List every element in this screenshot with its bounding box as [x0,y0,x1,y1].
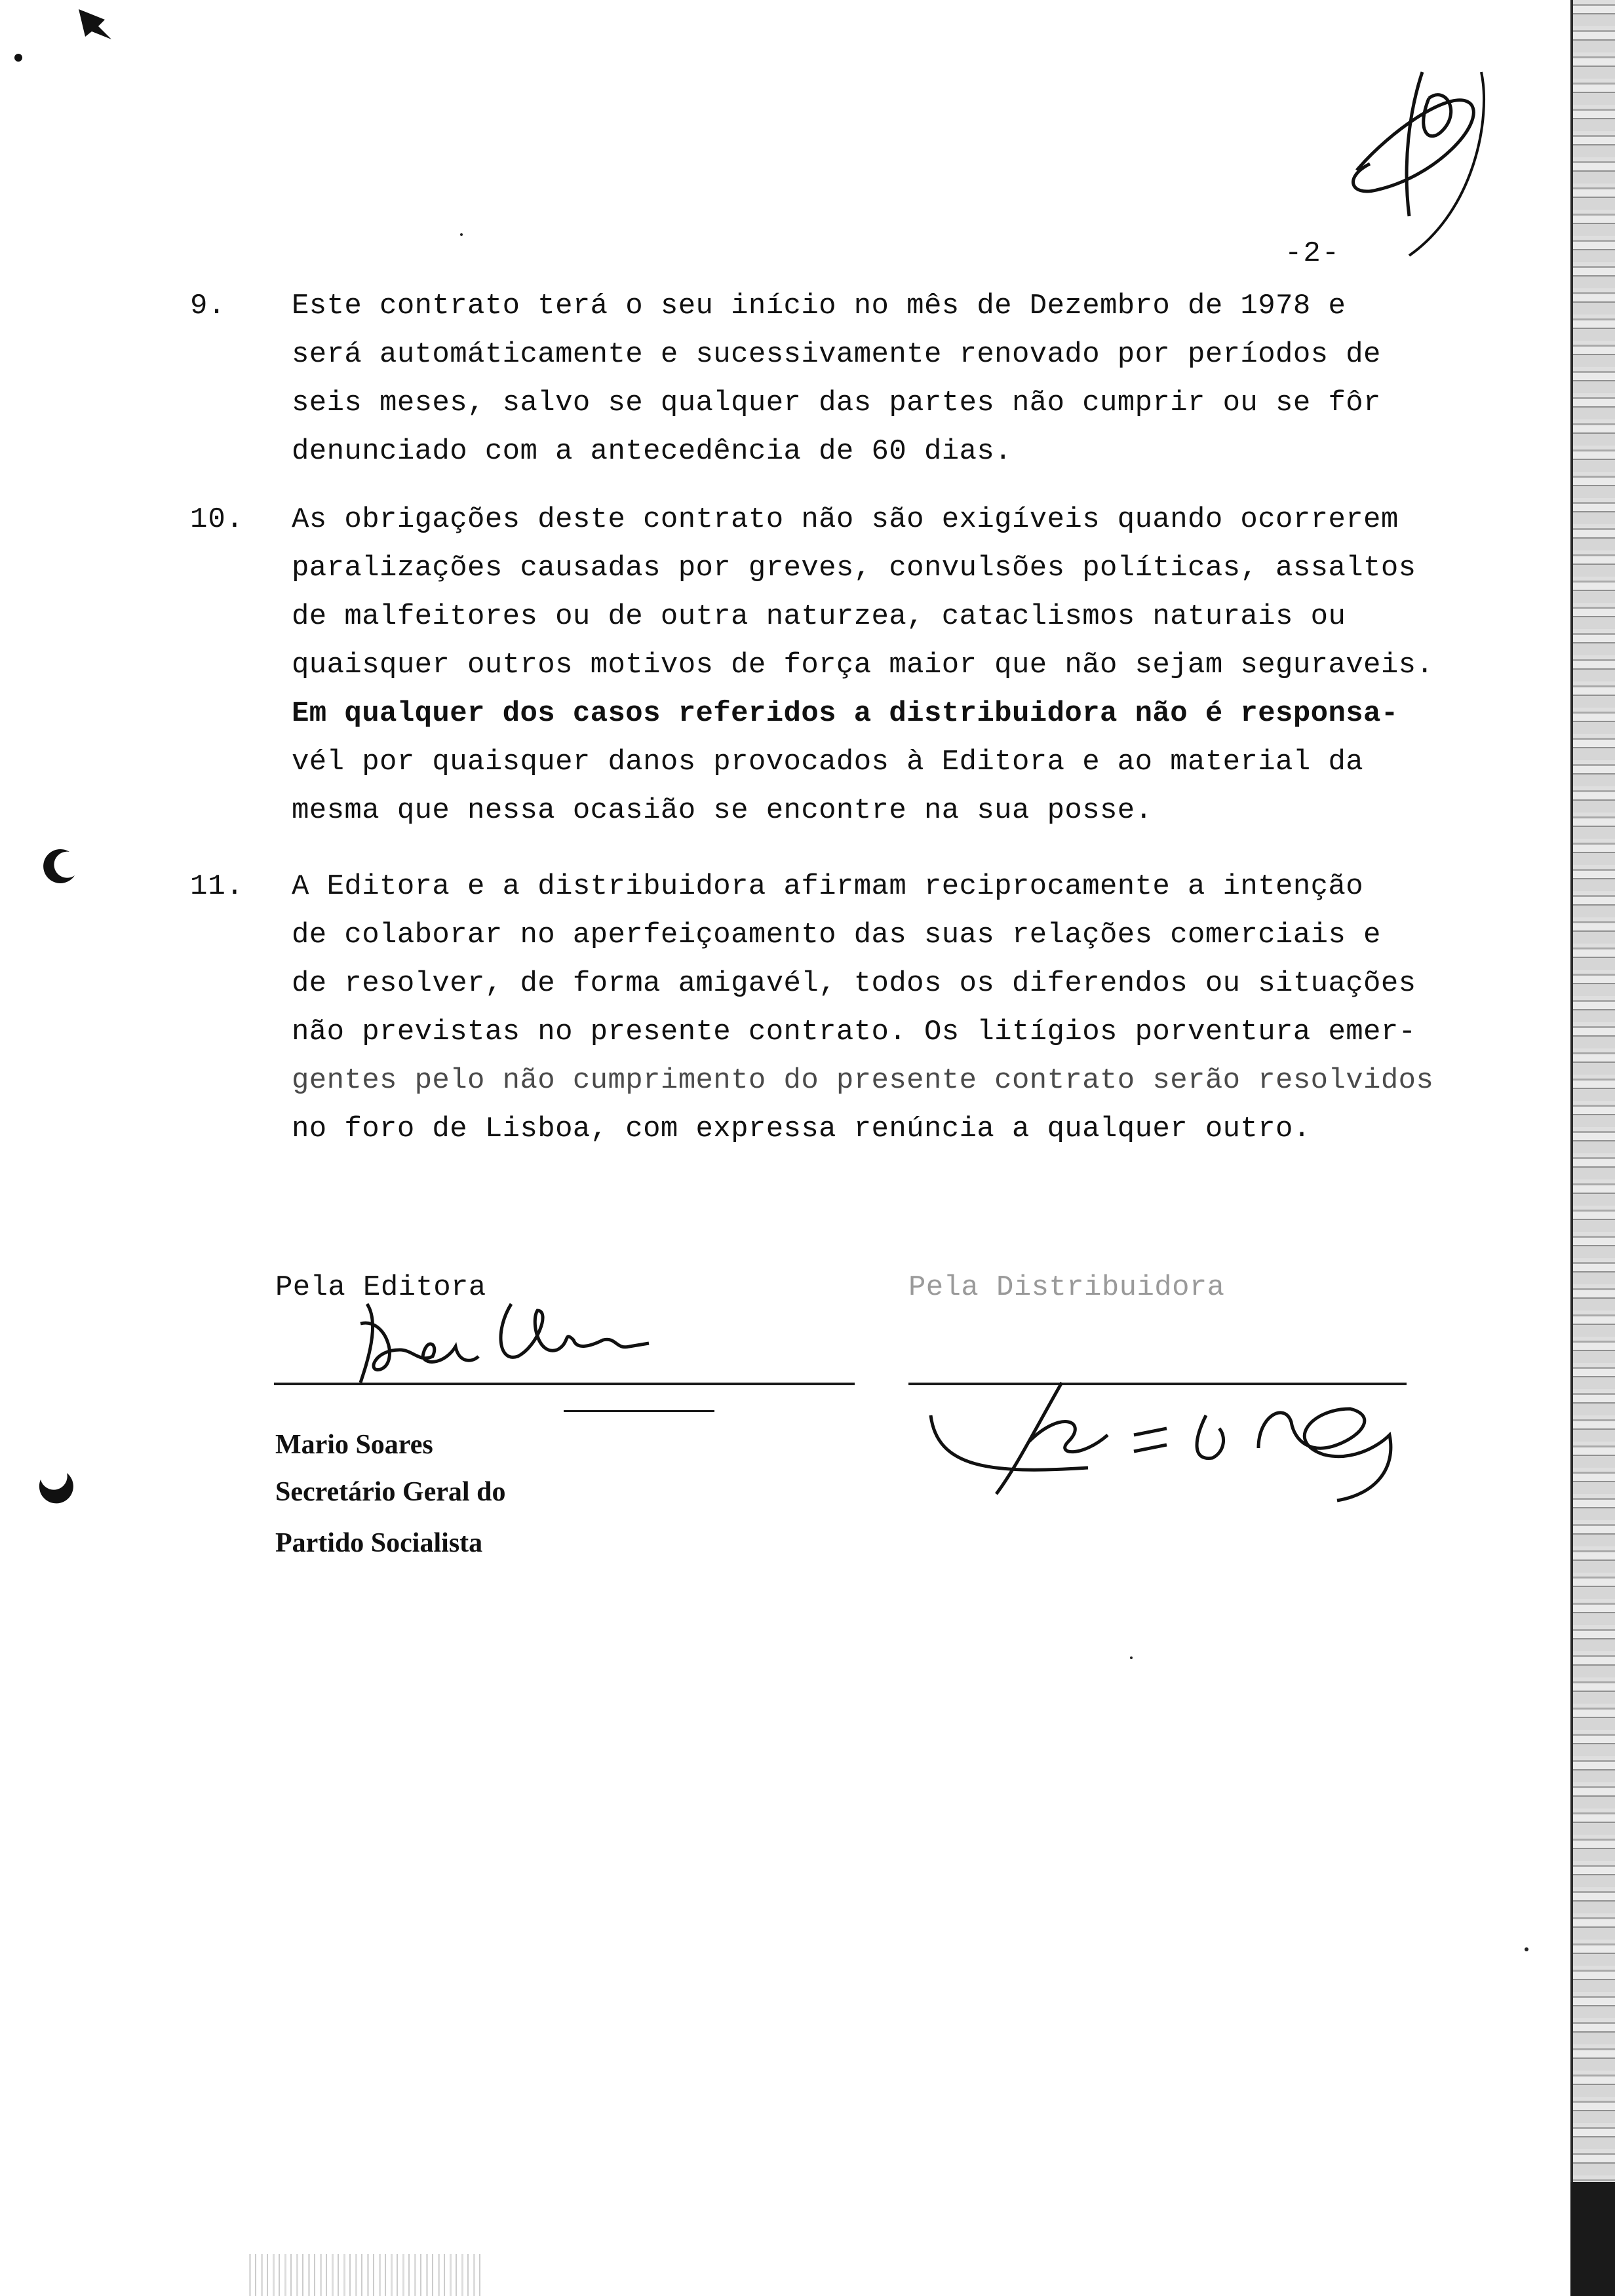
clause-number: 9. [190,290,226,322]
scan-speck [1130,1656,1133,1659]
scan-speck [1525,1947,1528,1951]
editora-label: Pela Editora [275,1271,486,1304]
clause-line: no foro de Lisboa, com expressa renúncia a qualquer outro. [292,1113,1311,1145]
scan-edge-corner [1570,2182,1615,2296]
distribuidora-signature [918,1337,1429,1507]
scan-speck [460,233,463,236]
clause-text [292,862,1603,1153]
punch-hole-icon [41,847,80,886]
editora-signatory-name: Mario Soares [275,1430,433,1460]
clause-line: Este contrato terá o seu início no mês de Dezembro de 1978 e [292,290,1346,322]
clause-text [292,282,1603,476]
clause-line: de colaborar no aperfeiçoamento das suas relações comerciais e [292,919,1381,951]
clause-line: de resolver, de forma amigavél, todos os diferendos ou situações [292,967,1416,1000]
clause-line: seis meses, salvo se qualquer das partes não cumprir ou se fôr [292,387,1381,419]
scan-mark-icon [0,0,131,72]
clause-line: A Editora e a distribuidora afirmam reciprocamente a intenção [292,870,1364,903]
clause-line: denunciado com a antecedência de 60 dias. [292,435,1012,468]
editora-signatory-title: Secretário Geral do [275,1477,506,1507]
editora-underline [564,1410,714,1412]
clause-line: As obrigações deste contrato não são exigíveis quando ocorrerem [292,503,1399,536]
clause-number: 11. [190,870,244,903]
clause-line: será automáticamente e sucessivamente renovado por períodos de [292,338,1381,371]
clause-line: gentes pelo não cumprimento do presente contrato serão resolvidos [292,1064,1434,1097]
page-number: -2- [1285,237,1341,270]
clause-line: quaisquer outros motivos de força maior que não sejam seguraveis. [292,649,1434,681]
clause-line: Em qualquer dos casos referidos a distribuidora não é responsa- [292,697,1399,730]
clause-line: paralizações causadas por greves, convulsões políticas, assaltos [292,552,1416,584]
editora-signature-line [274,1383,855,1385]
clause-line: mesma que nessa ocasião se encontre na sua posse. [292,794,1153,827]
clause-line: de malfeitores ou de outra naturzea, cataclismos naturais ou [292,600,1346,633]
clause-line: não previstas no presente contrato. Os litígios porventura emer- [292,1016,1416,1048]
clause-text [292,495,1603,835]
scan-noise [249,2254,485,2296]
clause-line: vél por quaisquer danos provocados à Editora e ao material da [292,746,1364,778]
editora-signatory-organization: Partido Socialista [275,1528,483,1558]
distribuidora-label: Pela Distribuidora [908,1271,1225,1304]
punch-hole-icon [34,1465,73,1504]
initials-mark [1331,59,1508,282]
editora-signature [341,1284,708,1396]
clause-number: 10. [190,503,244,536]
